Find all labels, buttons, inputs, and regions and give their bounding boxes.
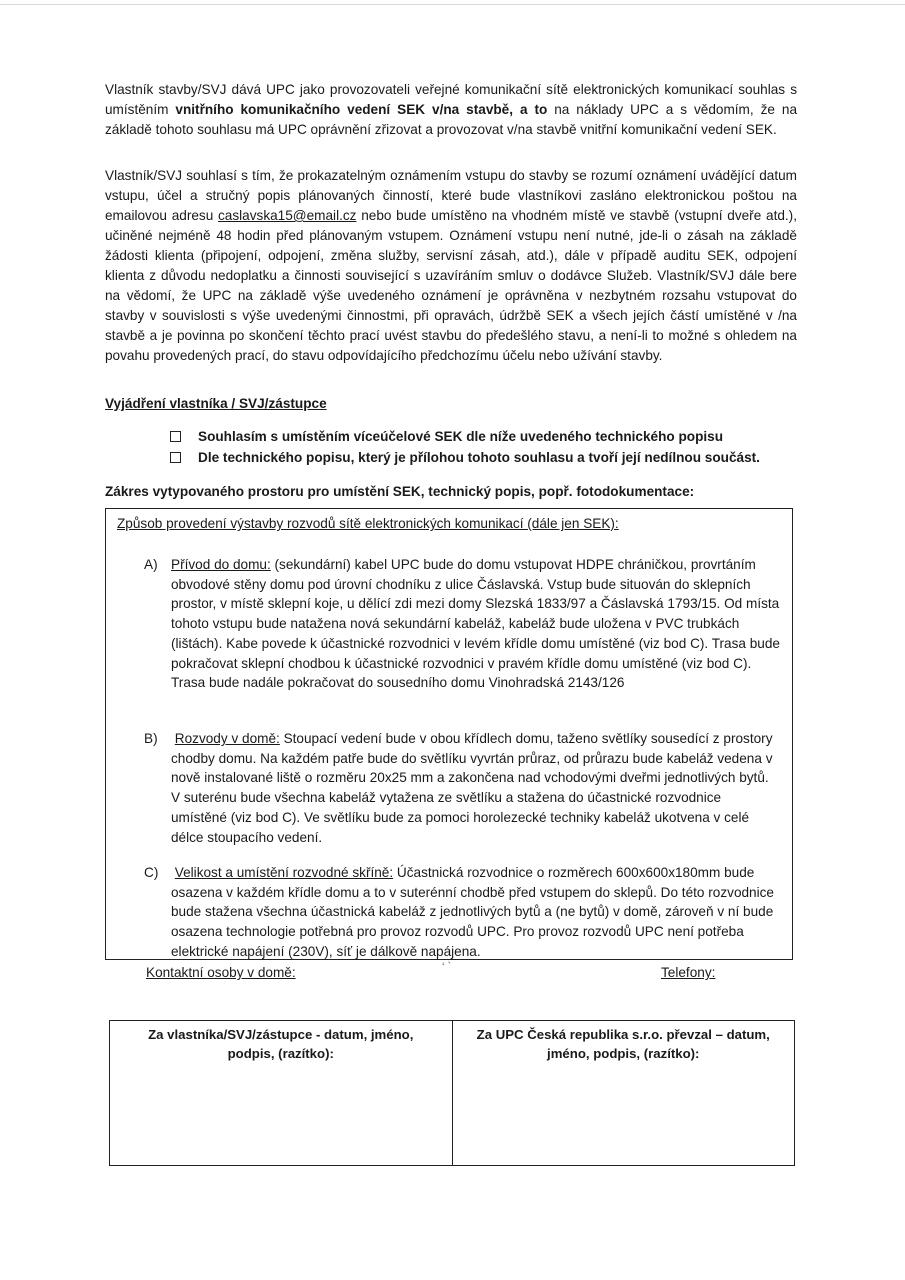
consent-paragraph [105,80,797,140]
consent-text-bold: vnitřního komunikačního vedení SEK v/na stavbě, a to [175,102,548,117]
checkbox-label: Souhlasím s umístěním víceúčelové SEK dle níže uvedeného technického popisu [198,429,724,444]
item-letter: C) [144,865,159,880]
owner-signature-cell[interactable] [110,1021,453,1165]
checkbox[interactable] [170,431,181,442]
consent-text-2: na náklady UPC a s vědomím, že na základě tohoto souhlasu má UPC oprávnění zřizovat a provozovat v/na stavbě vnitřní komunikační vedení SEK. [105,102,798,137]
drawing-section-label: Zákres vytypovaného prostoru pro umístění SEK, technický popis, popř. fotodokumentace: [105,484,695,499]
upc-signature-label: Za UPC Česká republika s.r.o. převzal – datum, jméno, podpis, (razítko): [476,1027,770,1061]
item-text: Stoupací vedení bude v obou křídlech domu, taženo světlíky sousedící z prostory chodby domu. Na každém patře bude do světlíku vyvrtán průraz, od průrazu bude kabeláž vedena v nově instalované liště o rozměru 20x25 mm a zakončena nad vchodovými dveřmi jednotlivých bytů. V suterénu bude všechna kabeláž vytažena ze světlíku a stažena do účastnické rozvodnice umístěné (viz bod C). Ve světlíku bude za pomoci horolezecké techniky kabeláž ukotvena v celé délce stoupacího vedení. [171,731,773,845]
box-title: Způsob provedení výstavby rozvodů sítě elektronických komunikací (dále jen SEK): [117,516,619,531]
access-text-1: Vlastník/SVJ souhlasí s tím, že prokazatelným oznámením vstupu do stavby se rozumí oznámení uvádějící datum vstupu, účel a stručný popis plánovaných činností, které bude vlastníkovi zasláno elektronickou poštou na emailovou adresu [105,168,797,223]
item-text: Účastnická rozvodnice o rozměrech 600x600x180mm bude osazena v každém křídle domu a to v suterénní chodbě před vstupem do sklepů. Do této rozvodnice bude stažena všechna účastnická kabeláž z jednotlivých bytů a (ne bytů) v domě, zároveň v ní bude osazena technologie potřebná pro provoz rozvodů UPC. Pro provoz rozvodů UPC není potřeba elektrické napájení (230V), síť je dálkově napájena. [171,865,774,959]
technical-description-box [105,508,793,960]
checkbox-row-technical-description[interactable] [170,447,810,468]
description-item-a [144,555,780,693]
item-letter: A) [144,557,158,572]
description-item-c [144,863,780,962]
item-letter: B) [144,731,158,746]
checkbox-label: Dle technického popisu, který je přílohou tohoto souhlasu a tvoří její nedílnou součást. [198,450,760,465]
item-text: (sekundární) kabel UPC bude do domu vstupovat HDPE chráničkou, provrtáním obvodové stěny domu pod úrovní chodníku z ulice Čáslavská. Vstup bude situován do sklepních prostor, v místě sklepní koje, u dělící zdi mezi domy Slezská 1833/97 a Čáslavská 1793/15. Od místa tohoto vstupu bude natažena nová sekundární kabeláž, kabeláž bude uložena v PVC trubkách (lištách). Kabe povede k účastnické rozvodnici v levém křídle domu umístěné (viz bod C). Trasa bude pokračovat sklepní chodbou k účastnické rozvodnici v pravém křídle domu umístěné (viz bod C). Trasa bude nadále pokračovat do sousedního domu Vinohradská 2143/126 [171,557,780,691]
access-paragraph [105,166,797,366]
consent-text-1: Vlastník stavby/SVJ dává UPC jako provozovateli veřejné komunikační sítě elektronických komunikací souhlas s umístěním [105,82,797,117]
scan-mark: ‘ ` [442,961,452,973]
description-item-b [144,729,780,847]
checkbox[interactable] [170,452,181,463]
scan-edge-line [0,4,905,5]
item-title: Velikost a umístění rozvodné skříně: [174,865,394,880]
signature-table [109,1020,795,1166]
phones-label: Telefony: [661,965,716,980]
owner-signature-label: Za vlastníka/SVJ/zástupce - datum, jméno, podpis, (razítko): [148,1027,414,1061]
item-title: Přívod do domu: [171,557,271,572]
item-title: Rozvody v domě: [174,731,280,746]
consent-checkbox-list [170,426,810,468]
checkbox-row-consent[interactable] [170,426,810,447]
owner-statement-heading: Vyjádření vlastníka / SVJ/zástupce [105,396,327,411]
email-link[interactable]: caslavska15@email.cz [218,208,357,223]
access-text-2: nebo bude umístěno na vhodném místě ve stavbě (vstupní dveře atd.), učiněné nejméně 48 hodin před plánovaným vstupem. Oznámení vstupu není nutné, jde-li o zásah na základě žádosti klienta (připojení, odpojení, změna služby, servisní zásah, atd.), dále v případě auditu SEK, odpojení klienta z důvodu nedoplatku a činnosti související s uzavíráním smluv o dodávce Služeb. Vlastník/SVJ dále bere na vědomí, že UPC na základě výše uvedeného oznámení je oprávněna v nezbytném rozsahu vstupovat do stavby v souvislosti s výše uvedenými činnostmi, při opravách, údržbě SEK a všech jejích částí umístěné v /na stavbě a je povinna po skončení těchto prací uvést stavbu do předešlého stavu, a není-li to možné s ohledem na povahu provedených prací, do stavu odpovídajícího předchozímu účelu nebo užívání stavby. [105,208,797,363]
contacts-label: Kontaktní osoby v domě: [146,965,296,980]
upc-signature-cell[interactable] [453,1021,795,1165]
